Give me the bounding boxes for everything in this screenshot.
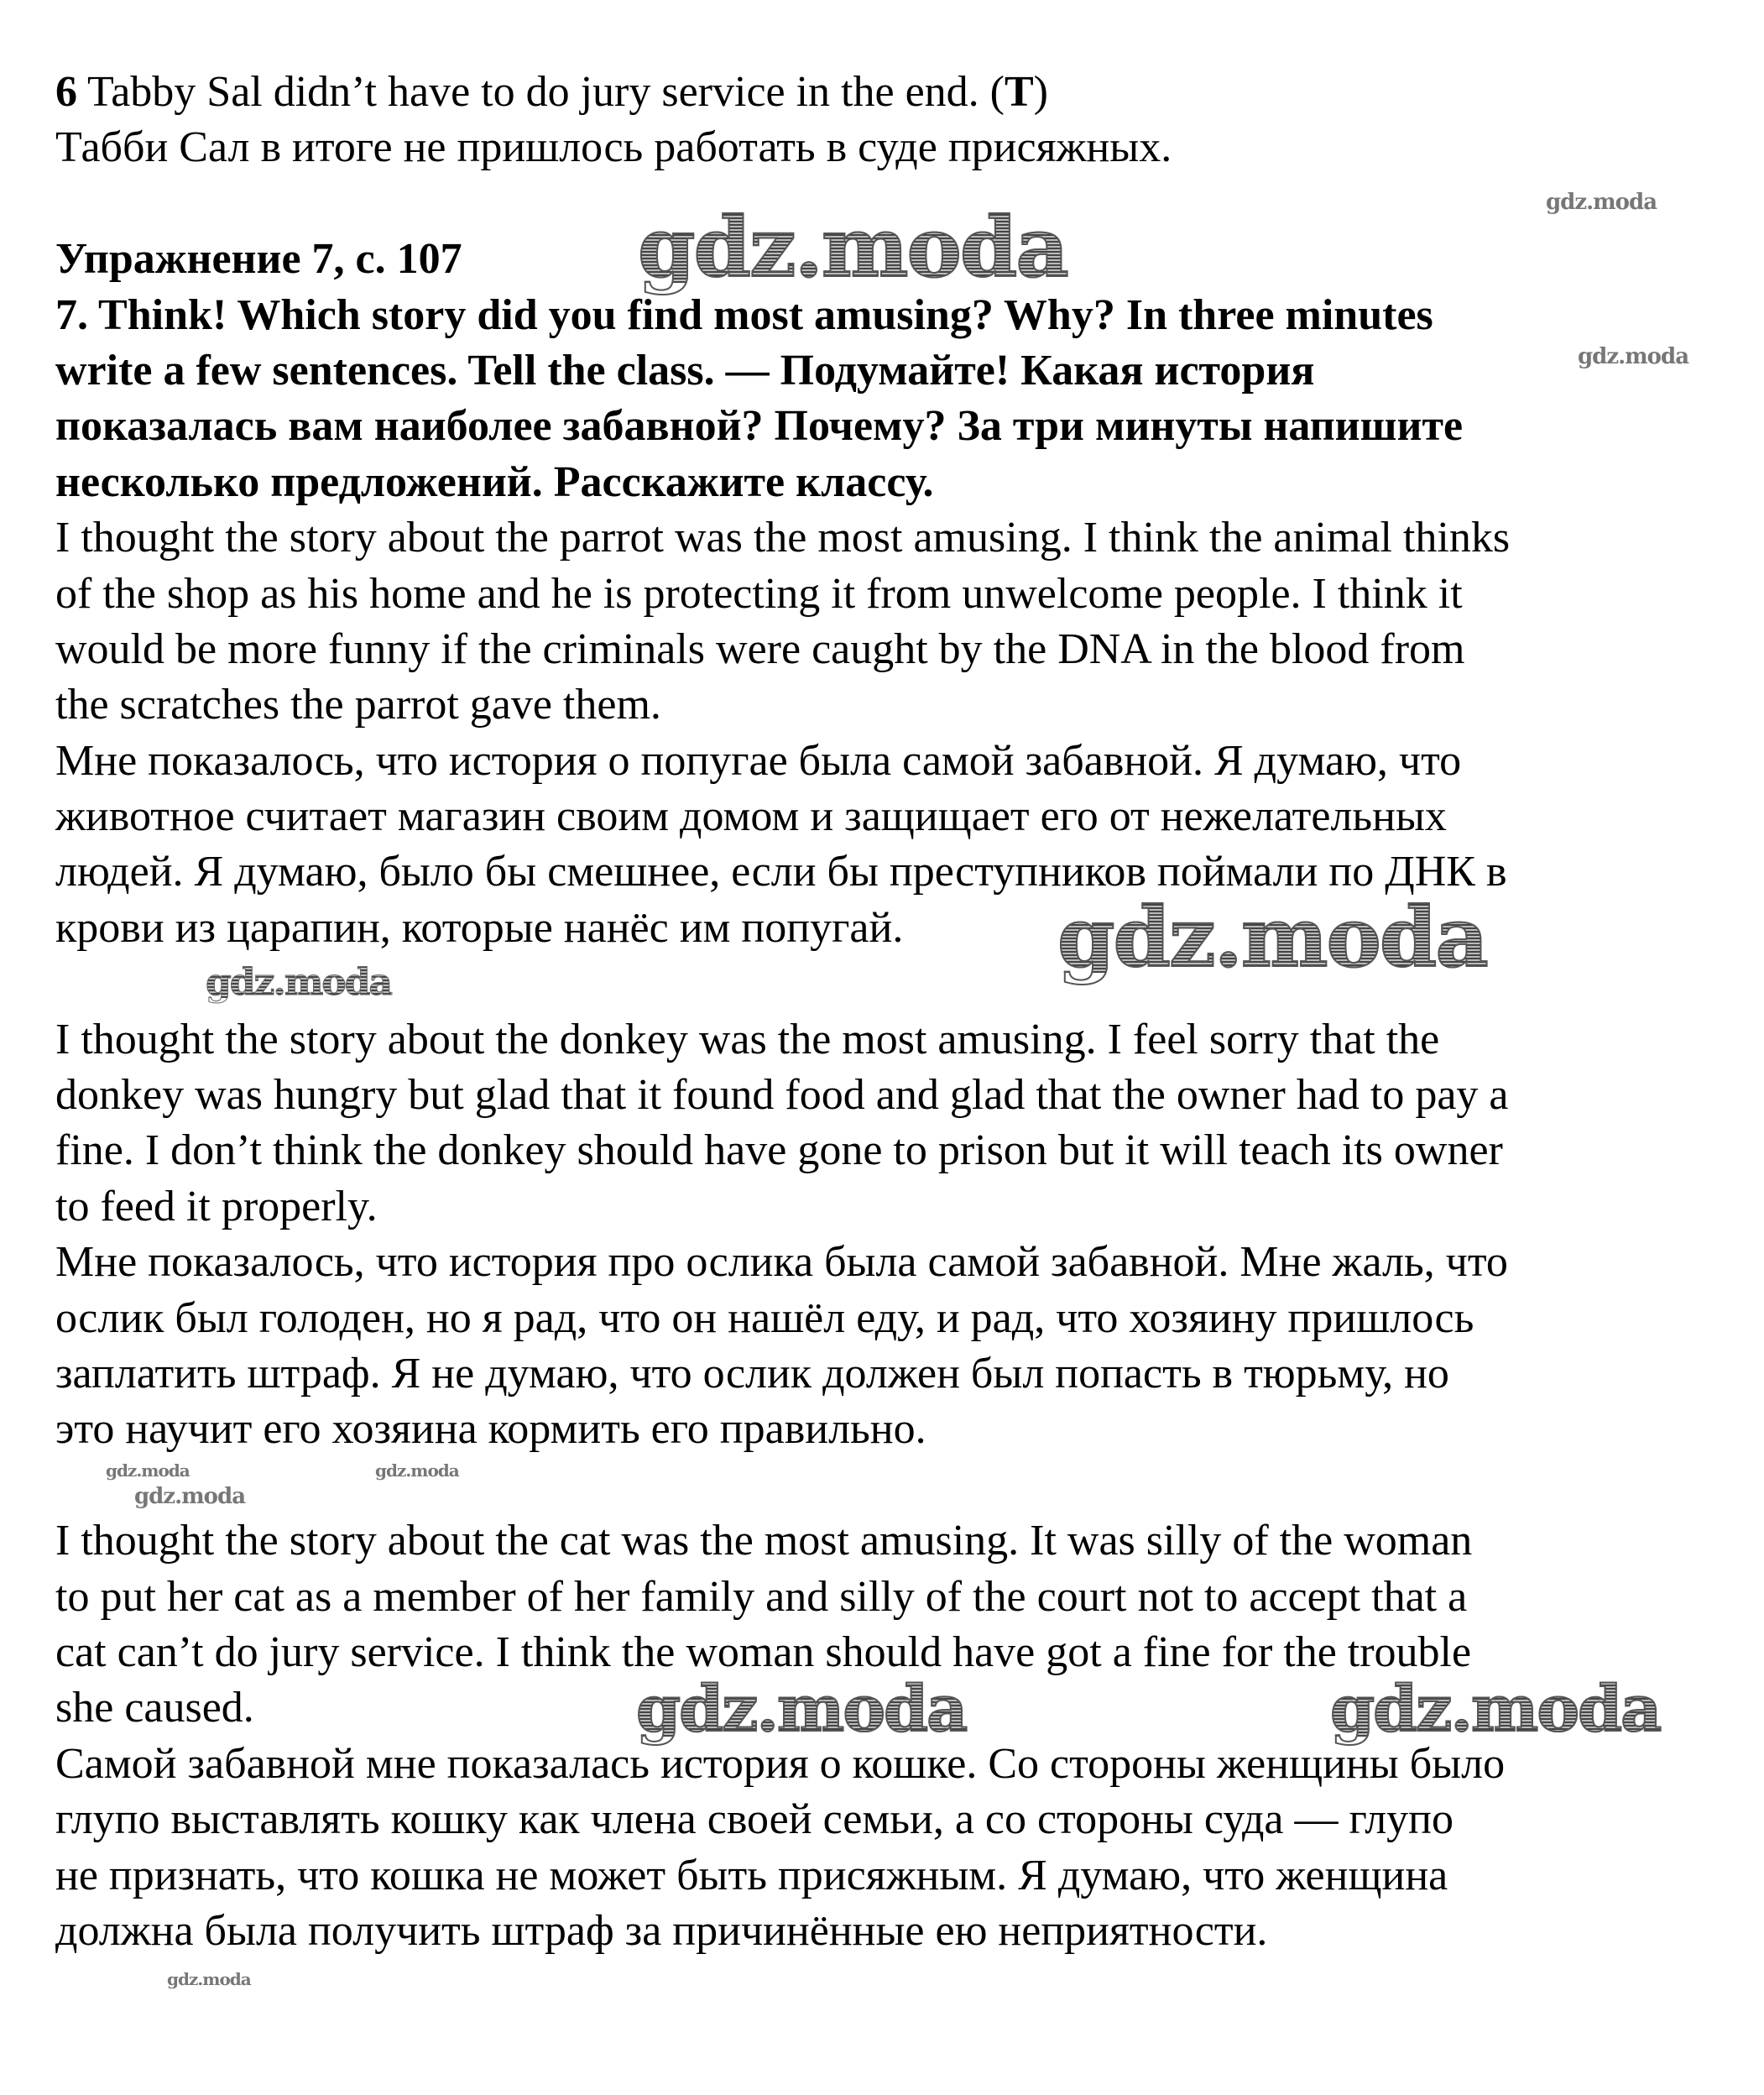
text-line [55, 734, 1734, 789]
text-segment: животное считает магазин своим домом и защищает его от нежелательных [55, 792, 1447, 841]
text-segment: 7. Think! Which story did you find most amusing? Why? In three minutes [55, 290, 1433, 339]
text-segment: ) [1033, 68, 1048, 116]
text-line [55, 1848, 1734, 1904]
watermark-large: gdz.moda [636, 1671, 967, 1746]
text-line [55, 1291, 1734, 1346]
text-line [55, 455, 1734, 510]
watermark-large: gdz.moda [638, 200, 1067, 296]
text-segment: fine. I don’t think the donkey should have gone to prison but it will teach its owner [55, 1126, 1503, 1175]
watermark-small: gdz.moda [1546, 190, 1657, 215]
text-segment: of the shop as his home and he is protecting it from unwelcome people. I think it [55, 569, 1463, 618]
text-segment: I thought the story about the cat was the most amusing. It was silly of the woman [55, 1517, 1473, 1565]
text-line [55, 1570, 1734, 1625]
watermark-small: gdz.moda [167, 1969, 251, 1989]
text-line [55, 399, 1734, 454]
text-line [55, 1123, 1734, 1178]
text-line [55, 1792, 1734, 1847]
text-segment: это научит его хозяина кормить его правильно. [55, 1405, 926, 1454]
text-segment: заплатить штраф. Я не думаю, что ослик должен был попасть в тюрьму, но [55, 1349, 1449, 1398]
text-segment: Табби Сал в итоге не пришлось работать в суде присяжных. [55, 123, 1172, 172]
text-segment: Мне показалось, что история про ослика была самой забавной. Мне жаль, что [55, 1238, 1508, 1287]
text-line [55, 622, 1734, 677]
text-segment: donkey was hungry but glad that it found food and glad that the owner had to pay a [55, 1071, 1509, 1120]
text-line [55, 1904, 1734, 1959]
text-segment: T [1004, 68, 1034, 116]
text-segment: to feed it properly. [55, 1182, 378, 1230]
text-line [55, 1179, 1734, 1235]
text-line [55, 677, 1734, 733]
text-segment: Мне показалось, что история о попугае была самой забавной. Я думаю, что [55, 736, 1462, 785]
text-segment: Tabby Sal didn’t have to do jury service in the end. ( [77, 68, 1005, 116]
text-line [55, 1346, 1734, 1402]
text-line [55, 510, 1734, 566]
text-segment: несколько предложений. Расскажите классу. [55, 457, 934, 506]
text-segment: 6 [55, 68, 77, 116]
watermark-small: gdz.moda [106, 1460, 190, 1481]
blank-line [55, 1458, 1734, 1513]
text-segment: cat can’t do jury service. I think the woman should have got a fine for the trouble [55, 1627, 1472, 1676]
text-segment: показалась вам наиболее забавной? Почему? За три минуты напишите [55, 402, 1464, 451]
watermark-large: gdz.moda [1330, 1671, 1661, 1746]
text-line [55, 1513, 1734, 1569]
text-segment: глупо выставлять кошку как члена своей семьи, а со стороны суда — глупо [55, 1795, 1453, 1844]
text-line [55, 1402, 1734, 1457]
text-line [55, 1235, 1734, 1290]
text-segment: Самой забавной мне показалась история о кошке. Со стороны женщины было [55, 1739, 1506, 1788]
text-segment: write a few sentences. Tell the class. — Подумайте! Какая история [55, 346, 1315, 394]
text-segment: the scratches the parrot gave them. [55, 681, 661, 729]
text-line [55, 789, 1734, 844]
text-line [55, 343, 1734, 399]
watermark-small: gdz.moda [375, 1460, 459, 1481]
watermark-medium: gdz.moda [206, 961, 392, 1004]
text-line [55, 567, 1734, 622]
text-segment: людей. Я думаю, было бы смешнее, если бы преступников поймали по ДНК в [55, 848, 1507, 896]
text-line [55, 65, 1734, 120]
text-segment: ослик был голоден, но я рад, что он нашёл еду, и рад, что хозяину пришлось [55, 1293, 1474, 1342]
watermark-large: gdz.moda [1057, 890, 1487, 986]
watermark-small: gdz.moda [1578, 344, 1689, 369]
text-segment: не признать, что кошка не может быть присяжным. Я думаю, что женщина [55, 1851, 1448, 1899]
text-segment: крови из царапин, которые нанёс им попугай. [55, 903, 904, 952]
text-line [55, 120, 1734, 175]
text-segment: I thought the story about the donkey was the most amusing. I feel sorry that the [55, 1015, 1440, 1063]
text-segment: должна была получить штраф за причинённые ею неприятности. [55, 1906, 1268, 1955]
text-segment: would be more funny if the criminals were caught by the DNA in the blood from [55, 624, 1465, 673]
text-line [55, 1012, 1734, 1068]
watermark-small: gdz.moda [134, 1484, 246, 1509]
text-line [55, 1068, 1734, 1123]
text-segment: I thought the story about the parrot was the most amusing. I think the animal thinks [55, 514, 1511, 562]
text-segment: she caused. [55, 1684, 254, 1732]
text-segment: to put her cat as a member of her family and silly of the court not to accept that a [55, 1572, 1468, 1621]
text-segment: Упражнение 7, с. 107 [55, 235, 462, 284]
